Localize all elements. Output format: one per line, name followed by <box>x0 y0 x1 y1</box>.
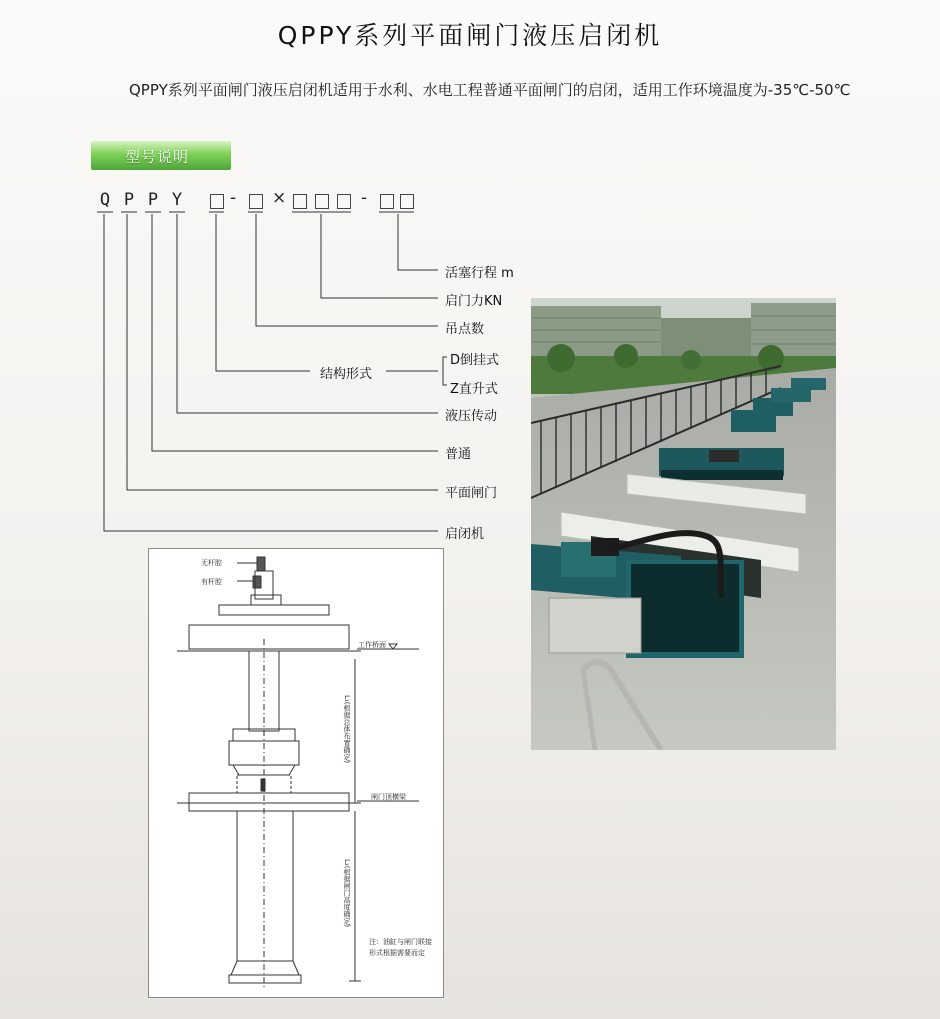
code-dash-2: - <box>361 188 368 208</box>
label-l1-note: L₁(根据总体布置确定) <box>343 695 351 764</box>
legend-force: 启门力KN <box>445 294 503 309</box>
site-photo <box>531 298 836 750</box>
cylinder-drawing-svg <box>149 549 443 997</box>
site-photo-image <box>531 298 836 750</box>
label-note-line1: 注：油缸与闸门联接 <box>369 938 432 946</box>
intro-paragraph: QPPY系列平面闸门液压启闭机适用于水利、水电工程普通平面闸门的启闭，适用工作环境温度为-35℃-50℃ <box>129 81 851 99</box>
legend-structure: 结构形式 <box>320 367 373 382</box>
code-times: × <box>272 188 287 208</box>
legend-structure-d: D倒挂式 <box>450 353 500 368</box>
label-note-line2: 形式根据需要而定 <box>369 949 425 957</box>
legend-hoist: 启闭机 <box>445 527 485 542</box>
label-rod-chamber: 有杆腔 <box>201 578 222 586</box>
code-dash-1: - <box>230 188 237 208</box>
legend-plane-gate: 平面闸门 <box>445 486 498 501</box>
code-letter-p1: P <box>123 190 135 210</box>
code-letter-q: Q <box>99 190 111 210</box>
page-title: QPPY系列平面闸门液压启闭机 <box>277 21 663 50</box>
legend-structure-z: Z直升式 <box>450 382 498 397</box>
code-letter-y: Y <box>171 190 183 210</box>
label-work-floor: 工作桥面 <box>358 641 386 649</box>
label-gate-top-beam: 闸门顶横梁 <box>371 793 406 801</box>
legend-points: 吊点数 <box>445 322 485 337</box>
section-badge-label: 型号说明 <box>125 148 190 166</box>
cylinder-drawing <box>148 548 444 998</box>
label-rodless-chamber: 无杆腔 <box>201 559 222 567</box>
code-letter-p2: P <box>147 190 159 210</box>
legend-common: 普通 <box>445 447 472 462</box>
legend-hydraulic: 液压传动 <box>445 409 498 424</box>
label-l2-note: L₂(根据闸门高度确定) <box>343 859 351 928</box>
legend-stroke: 活塞行程 m <box>445 266 514 281</box>
